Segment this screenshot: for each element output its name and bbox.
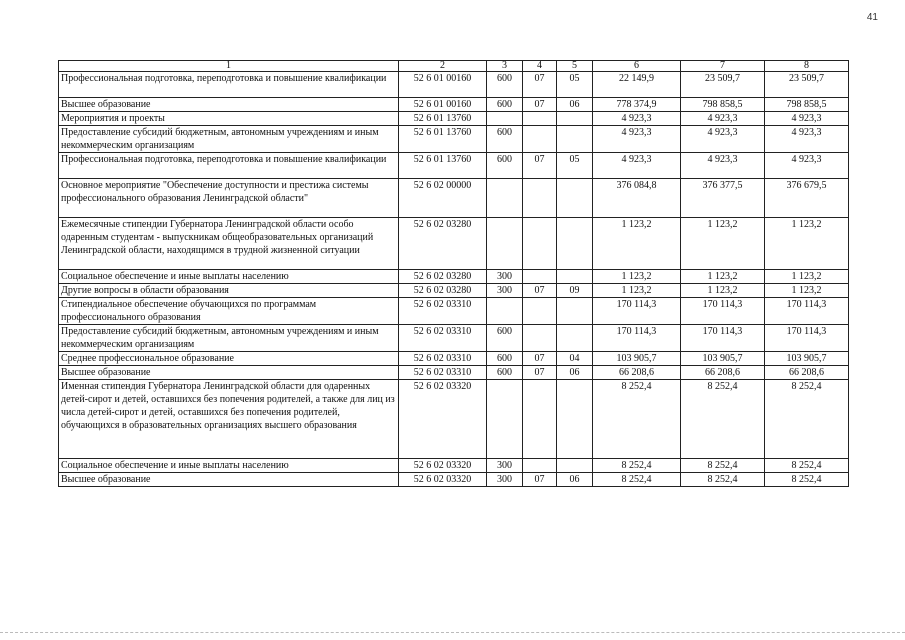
table-row bbox=[59, 352, 849, 366]
row-amount-col7-cell: 1 123,2 bbox=[681, 284, 765, 298]
row-amount-col6-cell: 376 084,8 bbox=[593, 179, 681, 218]
row-code-cell: 52 6 02 03280 bbox=[399, 284, 487, 298]
row-code-cell: 52 6 02 03280 bbox=[399, 270, 487, 284]
row-code-cell: 52 6 01 13760 bbox=[399, 126, 487, 153]
row-amount-col7-cell: 170 114,3 bbox=[681, 325, 765, 352]
row-section-cell: 07 bbox=[523, 72, 557, 98]
row-amount-col6-cell: 22 149,9 bbox=[593, 72, 681, 98]
row-code-cell: 52 6 02 03280 bbox=[399, 218, 487, 270]
row-section-cell: 07 bbox=[523, 352, 557, 366]
table-row bbox=[59, 98, 849, 112]
row-code-cell: 52 6 02 03310 bbox=[399, 366, 487, 380]
table-row bbox=[59, 325, 849, 352]
row-subsection-cell bbox=[557, 179, 593, 218]
row-name-cell: Именная стипендия Губернатора Ленинградской области для одаренных детей-сирот и детей, оставшихся без попечения родителей, а также для лиц из числа детей-сирот и детей, оставшихся без попечения родителей, обучающихся в образовательных организациях высшего образования bbox=[59, 380, 399, 459]
row-amount-col7-cell: 376 377,5 bbox=[681, 179, 765, 218]
row-name-cell: Высшее образование bbox=[59, 366, 399, 380]
table-body bbox=[59, 72, 849, 487]
row-code-cell: 52 6 02 00000 bbox=[399, 179, 487, 218]
row-expense-type-cell: 600 bbox=[487, 325, 523, 352]
row-expense-type-cell: 600 bbox=[487, 153, 523, 179]
row-subsection-cell: 06 bbox=[557, 473, 593, 487]
row-name-cell: Мероприятия и проекты bbox=[59, 112, 399, 126]
header-cell: 4 bbox=[523, 61, 557, 72]
row-name-cell: Социальное обеспечение и иные выплаты населению bbox=[59, 270, 399, 284]
row-amount-col6-cell: 1 123,2 bbox=[593, 270, 681, 284]
row-section-cell bbox=[523, 325, 557, 352]
row-expense-type-cell: 300 bbox=[487, 473, 523, 487]
row-name-cell: Другие вопросы в области образования bbox=[59, 284, 399, 298]
row-amount-col7-cell: 1 123,2 bbox=[681, 270, 765, 284]
row-amount-col7-cell: 4 923,3 bbox=[681, 112, 765, 126]
header-cell: 6 bbox=[593, 61, 681, 72]
row-amount-col8-cell: 8 252,4 bbox=[765, 473, 849, 487]
row-expense-type-cell bbox=[487, 218, 523, 270]
row-section-cell bbox=[523, 126, 557, 153]
row-subsection-cell bbox=[557, 112, 593, 126]
row-amount-col6-cell: 4 923,3 bbox=[593, 153, 681, 179]
header-row bbox=[59, 61, 849, 72]
row-code-cell: 52 6 01 13760 bbox=[399, 112, 487, 126]
row-subsection-cell: 09 bbox=[557, 284, 593, 298]
row-code-cell: 52 6 02 03310 bbox=[399, 298, 487, 325]
header-cell: 3 bbox=[487, 61, 523, 72]
row-expense-type-cell: 600 bbox=[487, 366, 523, 380]
table-row bbox=[59, 270, 849, 284]
row-amount-col6-cell: 4 923,3 bbox=[593, 112, 681, 126]
row-name-cell: Предоставление субсидий бюджетным, автономным учреждениям и иным некоммерческим организациям bbox=[59, 126, 399, 153]
row-expense-type-cell: 600 bbox=[487, 98, 523, 112]
row-name-cell: Профессиональная подготовка, переподготовка и повышение квалификации bbox=[59, 72, 399, 98]
row-name-cell: Высшее образование bbox=[59, 98, 399, 112]
row-code-cell: 52 6 02 03310 bbox=[399, 325, 487, 352]
row-amount-col7-cell: 23 509,7 bbox=[681, 72, 765, 98]
table-row bbox=[59, 366, 849, 380]
row-amount-col7-cell: 103 905,7 bbox=[681, 352, 765, 366]
row-name-cell: Профессиональная подготовка, переподготовка и повышение квалификации bbox=[59, 153, 399, 179]
row-section-cell bbox=[523, 270, 557, 284]
row-amount-col8-cell: 376 679,5 bbox=[765, 179, 849, 218]
row-code-cell: 52 6 02 03320 bbox=[399, 473, 487, 487]
row-amount-col7-cell: 8 252,4 bbox=[681, 473, 765, 487]
row-expense-type-cell bbox=[487, 380, 523, 459]
row-subsection-cell: 05 bbox=[557, 72, 593, 98]
row-amount-col7-cell: 8 252,4 bbox=[681, 459, 765, 473]
row-code-cell: 52 6 01 00160 bbox=[399, 72, 487, 98]
row-subsection-cell bbox=[557, 126, 593, 153]
row-expense-type-cell: 600 bbox=[487, 72, 523, 98]
row-subsection-cell bbox=[557, 459, 593, 473]
row-amount-col6-cell: 8 252,4 bbox=[593, 380, 681, 459]
row-amount-col7-cell: 1 123,2 bbox=[681, 218, 765, 270]
row-code-cell: 52 6 02 03320 bbox=[399, 380, 487, 459]
row-section-cell: 07 bbox=[523, 284, 557, 298]
row-amount-col7-cell: 4 923,3 bbox=[681, 126, 765, 153]
row-section-cell: 07 bbox=[523, 153, 557, 179]
row-section-cell bbox=[523, 380, 557, 459]
budget-table bbox=[58, 60, 849, 487]
row-subsection-cell: 04 bbox=[557, 352, 593, 366]
row-amount-col6-cell: 778 374,9 bbox=[593, 98, 681, 112]
row-amount-col7-cell: 8 252,4 bbox=[681, 380, 765, 459]
row-amount-col7-cell: 4 923,3 bbox=[681, 153, 765, 179]
row-name-cell: Основное мероприятие "Обеспечение доступности и престижа системы профессионального образования Ленинградской области" bbox=[59, 179, 399, 218]
row-expense-type-cell: 600 bbox=[487, 352, 523, 366]
row-expense-type-cell bbox=[487, 298, 523, 325]
row-name-cell: Ежемесячные стипендии Губернатора Ленинградской области особо одаренным студентам - выпускникам общеобразовательных организаций Ленинградской области, находящимся в трудной жизненной ситуации bbox=[59, 218, 399, 270]
row-subsection-cell: 06 bbox=[557, 98, 593, 112]
row-amount-col8-cell: 170 114,3 bbox=[765, 298, 849, 325]
row-subsection-cell bbox=[557, 298, 593, 325]
row-amount-col7-cell: 798 858,5 bbox=[681, 98, 765, 112]
row-amount-col8-cell: 4 923,3 bbox=[765, 126, 849, 153]
header-cell: 7 bbox=[681, 61, 765, 72]
row-amount-col8-cell: 1 123,2 bbox=[765, 270, 849, 284]
row-expense-type-cell bbox=[487, 112, 523, 126]
row-amount-col8-cell: 8 252,4 bbox=[765, 380, 849, 459]
table-row bbox=[59, 112, 849, 126]
row-amount-col8-cell: 8 252,4 bbox=[765, 459, 849, 473]
row-section-cell bbox=[523, 112, 557, 126]
table-row bbox=[59, 298, 849, 325]
row-amount-col8-cell: 4 923,3 bbox=[765, 153, 849, 179]
row-amount-col8-cell: 170 114,3 bbox=[765, 325, 849, 352]
row-section-cell: 07 bbox=[523, 98, 557, 112]
table-row bbox=[59, 126, 849, 153]
header-cell: 2 bbox=[399, 61, 487, 72]
row-amount-col6-cell: 8 252,4 bbox=[593, 473, 681, 487]
row-amount-col7-cell: 66 208,6 bbox=[681, 366, 765, 380]
row-name-cell: Социальное обеспечение и иные выплаты населению bbox=[59, 459, 399, 473]
scan-artifact-line bbox=[0, 632, 905, 634]
row-expense-type-cell: 300 bbox=[487, 284, 523, 298]
row-name-cell: Среднее профессиональное образование bbox=[59, 352, 399, 366]
row-expense-type-cell bbox=[487, 179, 523, 218]
table-row bbox=[59, 72, 849, 98]
row-name-cell: Предоставление субсидий бюджетным, автономным учреждениям и иным некоммерческим организациям bbox=[59, 325, 399, 352]
row-amount-col6-cell: 1 123,2 bbox=[593, 218, 681, 270]
row-amount-col8-cell: 1 123,2 bbox=[765, 284, 849, 298]
row-expense-type-cell: 300 bbox=[487, 270, 523, 284]
row-section-cell bbox=[523, 179, 557, 218]
row-amount-col6-cell: 170 114,3 bbox=[593, 325, 681, 352]
row-amount-col6-cell: 4 923,3 bbox=[593, 126, 681, 153]
row-subsection-cell bbox=[557, 325, 593, 352]
row-expense-type-cell: 300 bbox=[487, 459, 523, 473]
row-amount-col6-cell: 8 252,4 bbox=[593, 459, 681, 473]
table-row bbox=[59, 380, 849, 459]
row-section-cell: 07 bbox=[523, 473, 557, 487]
row-amount-col6-cell: 103 905,7 bbox=[593, 352, 681, 366]
row-code-cell: 52 6 02 03320 bbox=[399, 459, 487, 473]
row-name-cell: Стипендиальное обеспечение обучающихся по программам профессионального образования bbox=[59, 298, 399, 325]
row-amount-col6-cell: 1 123,2 bbox=[593, 284, 681, 298]
row-code-cell: 52 6 01 13760 bbox=[399, 153, 487, 179]
header-cell: 5 bbox=[557, 61, 593, 72]
row-subsection-cell bbox=[557, 218, 593, 270]
row-amount-col8-cell: 23 509,7 bbox=[765, 72, 849, 98]
row-name-cell: Высшее образование bbox=[59, 473, 399, 487]
row-amount-col6-cell: 170 114,3 bbox=[593, 298, 681, 325]
row-subsection-cell bbox=[557, 270, 593, 284]
row-section-cell: 07 bbox=[523, 366, 557, 380]
row-expense-type-cell: 600 bbox=[487, 126, 523, 153]
table-row bbox=[59, 459, 849, 473]
table-row bbox=[59, 284, 849, 298]
row-section-cell bbox=[523, 218, 557, 270]
row-code-cell: 52 6 02 03310 bbox=[399, 352, 487, 366]
row-amount-col6-cell: 66 208,6 bbox=[593, 366, 681, 380]
row-subsection-cell bbox=[557, 380, 593, 459]
table-row bbox=[59, 473, 849, 487]
row-amount-col8-cell: 4 923,3 bbox=[765, 112, 849, 126]
row-section-cell bbox=[523, 459, 557, 473]
header-cell: 1 bbox=[59, 61, 399, 72]
row-section-cell bbox=[523, 298, 557, 325]
row-amount-col7-cell: 170 114,3 bbox=[681, 298, 765, 325]
page-number: 41 bbox=[866, 12, 878, 23]
row-code-cell: 52 6 01 00160 bbox=[399, 98, 487, 112]
table-row bbox=[59, 153, 849, 179]
row-amount-col8-cell: 798 858,5 bbox=[765, 98, 849, 112]
row-amount-col8-cell: 1 123,2 bbox=[765, 218, 849, 270]
header-cell: 8 bbox=[765, 61, 849, 72]
row-amount-col8-cell: 103 905,7 bbox=[765, 352, 849, 366]
row-subsection-cell: 06 bbox=[557, 366, 593, 380]
table-row bbox=[59, 179, 849, 218]
row-subsection-cell: 05 bbox=[557, 153, 593, 179]
row-amount-col8-cell: 66 208,6 bbox=[765, 366, 849, 380]
table-row bbox=[59, 218, 849, 270]
